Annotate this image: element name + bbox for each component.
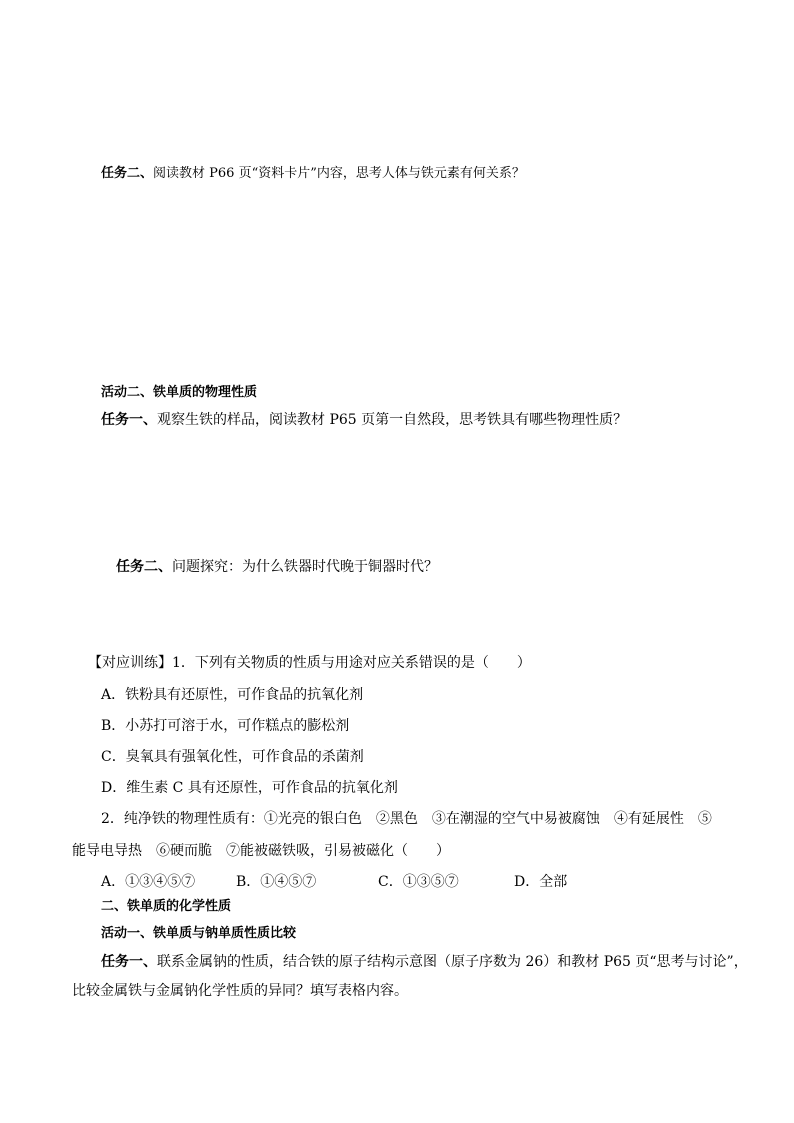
q2-option-b: B．①④⑤⑦ (236, 874, 317, 890)
exercise-header: 【对应训练】1．下列有关物质的性质与用途对应关系错误的是（ ） (88, 655, 531, 671)
task-text: 阅读教材 P66 页“资料卡片”内容，思考人体与铁元素有何关系？ (153, 166, 525, 181)
activity2-task2-line (116, 558, 438, 576)
q2-line-1: 2．纯净铁的物理性质有：①光亮的银白色 ②黑色 ③在潮湿的空气中易被腐蚀 ④有延展性 ⑤ (101, 811, 712, 827)
q2-option-a: A．①③④⑤⑦ (101, 874, 196, 890)
part2-activity1-title: 活动一、铁单质与钠单质性质比较 (101, 926, 297, 941)
task-label: 任务一、 (101, 954, 157, 970)
task2-cards-line (101, 165, 525, 183)
part2-title: 二、铁单质的化学性质 (101, 899, 232, 914)
task-text: 观察生铁的样品，阅读教材 P65 页第一自然段，思考铁具有哪些物理性质？ (157, 412, 628, 428)
task-label: 任务二、 (101, 166, 154, 181)
part2-task1-line-2: 比较金属铁与金属钠化学性质的异同？填写表格内容。 (72, 983, 408, 999)
q2-option-c: C．①③⑤⑦ (378, 874, 459, 890)
task-text: 联系金属钠的性质，结合铁的原子结构示意图（原子序数为 26）和教材 P65 页“思考与讨论”， (157, 954, 748, 970)
part2-task1-line-1 (101, 953, 748, 971)
q2-option-d: D．全部 (514, 874, 568, 890)
task-label: 任务一、 (101, 412, 157, 428)
q1-option-a: A．铁粉具有还原性，可作食品的抗氧化剂 (101, 687, 364, 703)
q1-option-b: B．小苏打可溶于水，可作糕点的膨松剂 (101, 718, 350, 734)
activity2-task1-line (101, 411, 627, 429)
task-label: 任务二、 (116, 559, 172, 575)
q2-line-2: 能导电导热 ⑥硬而脆 ⑦能被磁铁吸，引易被磁化（ ） (72, 843, 450, 859)
activity2-title: 活动二、铁单质的物理性质 (101, 385, 258, 400)
task-text: 问题探究：为什么铁器时代晚于铜器时代？ (172, 559, 438, 575)
q1-option-d: D．维生素 C 具有还原性，可作食品的抗氧化剂 (101, 780, 398, 796)
q1-option-c: C．臭氧具有强氧化性，可作食品的杀菌剂 (101, 749, 364, 765)
